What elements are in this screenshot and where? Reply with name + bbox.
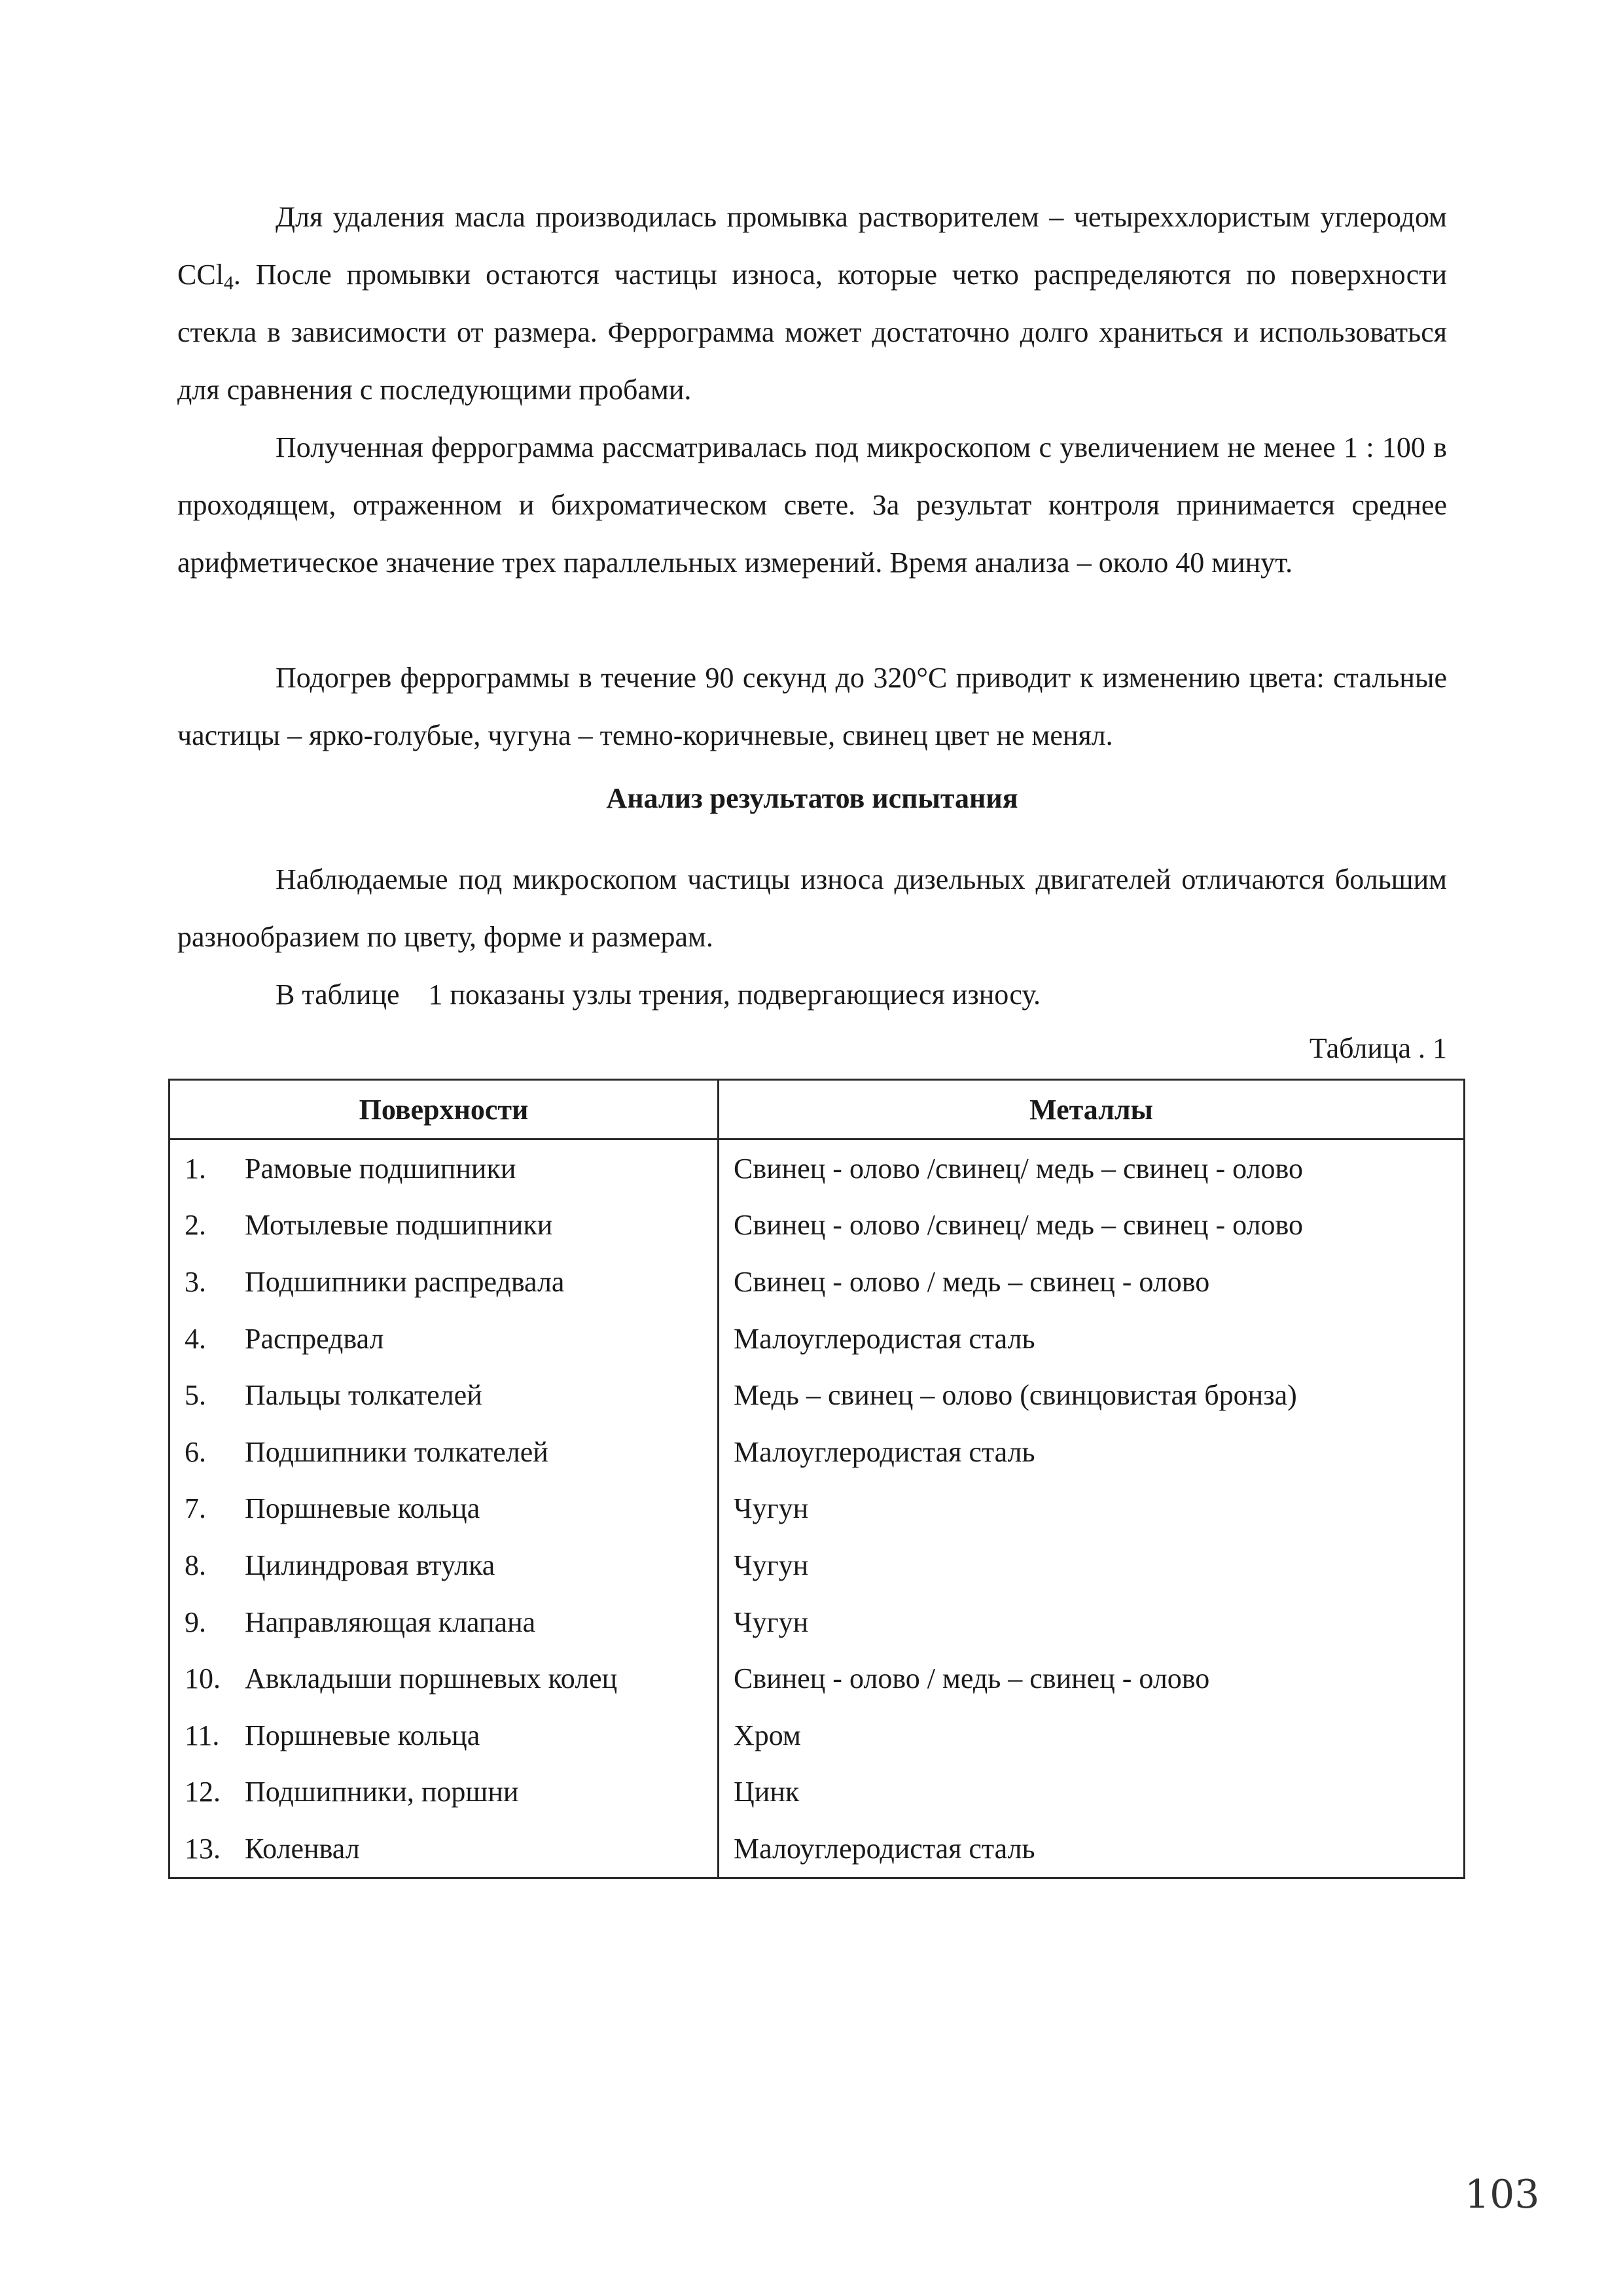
table-row	[169, 1537, 1465, 1594]
metal-cell: Чугун	[719, 1594, 1465, 1651]
row-number: 3.	[185, 1265, 206, 1298]
metal-cell: Малоуглеродистая сталь	[719, 1310, 1465, 1367]
surface-name: Распредвал	[245, 1322, 384, 1355]
table-row	[169, 1253, 1465, 1310]
table-row	[169, 1764, 1465, 1821]
table-row	[169, 1707, 1465, 1764]
metal-cell: Хром	[719, 1707, 1465, 1764]
table-row	[169, 1139, 1465, 1197]
paragraph-microscope: Полученная феррограмма рассматривалась под микроскопом с увеличением не менее 1 : 100 в проходящем, отраженном и бихроматическом свете. За результат контроля принимается среднее арифметическое значение трех параллельных измерений. Время анализа – около 40 минут.	[177, 431, 1447, 579]
surface-cell	[169, 1253, 719, 1310]
surface-name: Поршневые кольца	[245, 1719, 480, 1751]
table-header-row	[169, 1080, 1465, 1139]
surface-cell	[169, 1650, 719, 1707]
surface-name: Поршневые кольца	[245, 1492, 480, 1525]
row-number: 9.	[185, 1605, 206, 1638]
row-number: 4.	[185, 1322, 206, 1355]
surface-cell	[169, 1537, 719, 1594]
paragraph-observations: Наблюдаемые под микроскопом частицы износа дизельных двигателей отличаются большим разнообразием по цвету, форме и размерам.	[177, 863, 1447, 953]
surface-cell	[169, 1139, 719, 1197]
metal-cell: Цинк	[719, 1764, 1465, 1821]
surface-name: Подшипники распредвала	[245, 1265, 565, 1298]
surface-name: Рамовые подшипники	[245, 1152, 516, 1185]
page-number: 103	[1465, 2172, 1540, 2217]
surface-name: Мотылевые подшипники	[245, 1209, 553, 1242]
row-number: 12.	[185, 1776, 221, 1808]
surface-name: Направляющая клапана	[245, 1605, 536, 1638]
row-number: 2.	[185, 1209, 206, 1242]
metal-cell: Малоуглеродистая сталь	[719, 1424, 1465, 1480]
surface-name: Коленвал	[245, 1832, 360, 1865]
paragraph-heating: Подогрев феррограммы в течение 90 секунд до 320°C приводит к изменению цвета: стальные частицы – ярко-голубые, чугуна – темно-коричневые, свинец цвет не менял.	[177, 662, 1447, 751]
table-row	[169, 1367, 1465, 1424]
surface-cell	[169, 1707, 719, 1764]
column-header-surfaces: Поверхности	[169, 1080, 719, 1139]
surface-cell	[169, 1480, 719, 1537]
surface-name: Подшипники толкателей	[245, 1435, 548, 1468]
metal-cell: Свинец - олово / медь – свинец - олово	[719, 1650, 1465, 1707]
paragraph-solvent-wash: Для удаления масла производилась промывка растворителем – четыреххлористым углеродом CCl$_4$. После промывки остаются частицы износа, которые четко распределяются по поверхности стекла в зависимости от размера. Феррограмма может достаточно долго храниться и использоваться для сравнения с последующими пробами.	[177, 201, 1447, 406]
row-number: 10.	[185, 1662, 221, 1695]
surface-name: Подшипники, поршни	[245, 1776, 519, 1808]
surface-cell	[169, 1424, 719, 1480]
section-heading: Анализ результатов испытания	[606, 782, 1018, 814]
surface-cell	[169, 1594, 719, 1651]
metal-cell: Свинец - олово /свинец/ медь – свинец - олово	[719, 1139, 1465, 1197]
metal-cell: Свинец - олово / медь – свинец - олово	[719, 1253, 1465, 1310]
row-number: 8.	[185, 1549, 206, 1581]
table-row	[169, 1480, 1465, 1537]
surface-cell	[169, 1764, 719, 1821]
row-number: 11.	[185, 1719, 220, 1751]
paragraph-table-intro: В таблице 1 показаны узлы трения, подвергающиеся износу.	[276, 978, 1041, 1011]
table-row	[169, 1197, 1465, 1254]
column-header-metals: Металлы	[719, 1080, 1465, 1139]
surface-cell	[169, 1367, 719, 1424]
row-number: 13.	[185, 1832, 221, 1865]
row-number: 7.	[185, 1492, 206, 1525]
metal-cell: Малоуглеродистая сталь	[719, 1820, 1465, 1878]
table-row	[169, 1424, 1465, 1480]
surface-name: Пальцы толкателей	[245, 1379, 482, 1412]
surface-name: Цилиндровая втулка	[245, 1549, 495, 1581]
table-row	[169, 1820, 1465, 1878]
table-row	[169, 1310, 1465, 1367]
row-number: 6.	[185, 1435, 206, 1468]
metal-cell: Свинец - олово /свинец/ медь – свинец - олово	[719, 1197, 1465, 1254]
table-row	[169, 1650, 1465, 1707]
surface-cell	[169, 1197, 719, 1254]
wear-surfaces-table	[168, 1079, 1465, 1879]
table-row	[169, 1594, 1465, 1651]
row-number: 5.	[185, 1379, 206, 1412]
surface-cell	[169, 1310, 719, 1367]
metal-cell: Чугун	[719, 1537, 1465, 1594]
metal-cell: Медь – свинец – олово (свинцовистая бронза)	[719, 1367, 1465, 1424]
row-number: 1.	[185, 1152, 206, 1185]
table-caption: Таблица . 1	[1309, 1032, 1447, 1064]
surface-name: Авкладыши поршневых колец	[245, 1662, 618, 1695]
metal-cell: Чугун	[719, 1480, 1465, 1537]
surface-cell	[169, 1820, 719, 1878]
